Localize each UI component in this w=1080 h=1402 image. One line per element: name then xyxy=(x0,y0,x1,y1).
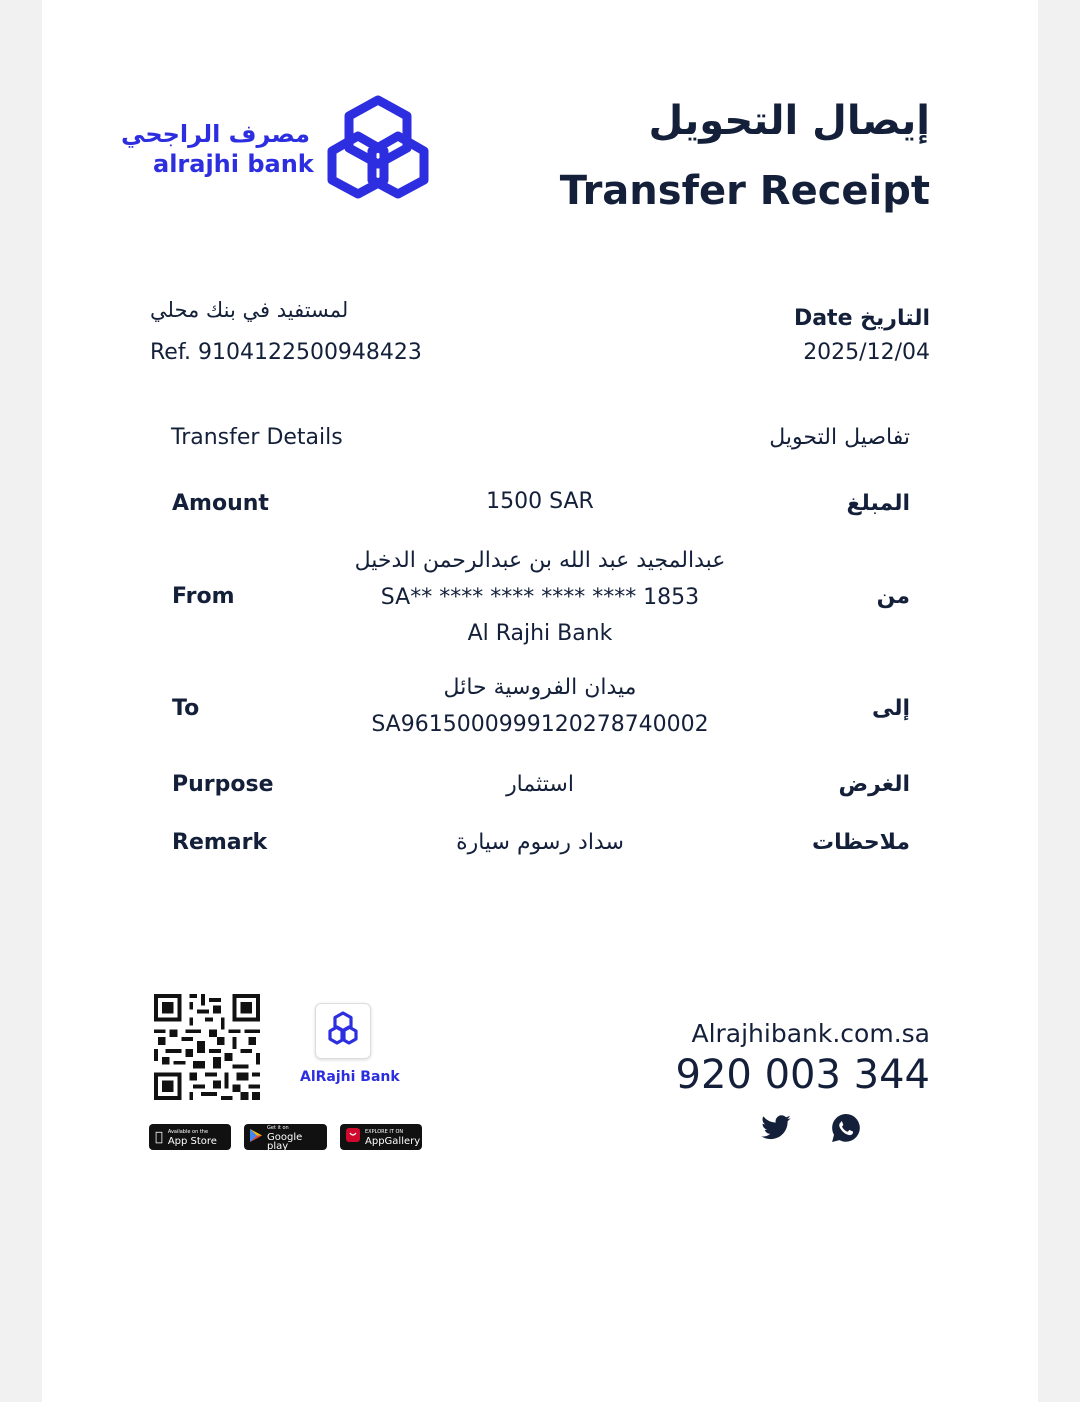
logo-text-english: alrajhi bank xyxy=(153,150,314,178)
whatsapp-icon[interactable] xyxy=(830,1112,862,1144)
alrajhi-logo-mark-icon xyxy=(332,100,424,194)
purpose-label-english: Purpose xyxy=(172,772,274,797)
receipt-title-english: Transfer Receipt xyxy=(559,168,930,214)
huawei-icon xyxy=(346,1128,360,1146)
remark-value: سداد رسوم سيارة xyxy=(456,830,624,855)
app-gallery-badge-label: AppGallery xyxy=(365,1136,421,1147)
apple-icon xyxy=(155,1130,163,1145)
alrajhi-logo xyxy=(121,94,438,204)
google-play-badge-label: Google play xyxy=(267,1131,303,1152)
remark-label-arabic: ملاحظات xyxy=(812,830,910,855)
alrajhi-app-icon[interactable] xyxy=(315,1003,371,1059)
from-bank: Al Rajhi Bank xyxy=(467,621,613,646)
app-name: AlRajhi Bank xyxy=(300,1069,400,1085)
app-store-badge-small: Available on the xyxy=(160,1129,201,1135)
transfer-details-title-english: Transfer Details xyxy=(171,425,343,450)
to-name: ميدان الفروسية حائل xyxy=(443,675,637,700)
phone-number[interactable]: 920 003 344 xyxy=(675,1052,930,1098)
alrajhi-app-logo-icon xyxy=(316,1004,370,1058)
to-label-english: To xyxy=(172,696,200,721)
app-store-badge-label: App Store xyxy=(160,1136,210,1147)
from-label-english: From xyxy=(172,584,235,609)
twitter-icon[interactable] xyxy=(760,1112,792,1144)
to-label-arabic: إلى xyxy=(871,696,910,721)
beneficiary-type: لمستفيد في بنك محلي xyxy=(150,298,349,322)
from-name: عبدالمجيد عبد الله بن عبدالرحمن الدخيل xyxy=(354,548,726,573)
remark-label-english: Remark xyxy=(172,830,268,855)
reference-number: Ref. 9104122500948423 xyxy=(150,340,422,365)
amount-label-arabic: المبلغ xyxy=(846,491,910,516)
transfer-details-title-arabic: تفاصيل التحويل xyxy=(769,425,910,450)
qr-code xyxy=(150,990,264,1104)
logo-text-arabic: مصرف الراجحي xyxy=(121,120,310,148)
google-play-badge[interactable] xyxy=(244,1124,327,1150)
date-value: 2025/12/04 xyxy=(803,340,930,365)
receipt-title-arabic: إيصال التحويل xyxy=(648,98,930,144)
amount-value: 1500 SAR xyxy=(486,489,594,514)
google-play-icon xyxy=(250,1129,262,1146)
website-link[interactable]: Alrajhibank.com.sa xyxy=(691,1019,930,1048)
purpose-value: استثمار xyxy=(506,772,574,797)
app-gallery-badge[interactable] xyxy=(340,1124,422,1150)
google-play-badge-small: Get it on xyxy=(267,1124,289,1131)
from-account: SA** **** **** **** **** 1853 xyxy=(380,585,700,610)
app-store-badge[interactable] xyxy=(149,1124,231,1150)
app-gallery-badge-small: EXPLORE IT ON xyxy=(365,1129,404,1135)
from-label-arabic: من xyxy=(876,584,910,609)
amount-label-english: Amount xyxy=(172,491,269,516)
to-iban: SA9615000999120278740002 xyxy=(371,712,709,737)
date-label: Date التاريخ xyxy=(793,306,930,331)
purpose-label-arabic: الغرض xyxy=(838,772,910,797)
